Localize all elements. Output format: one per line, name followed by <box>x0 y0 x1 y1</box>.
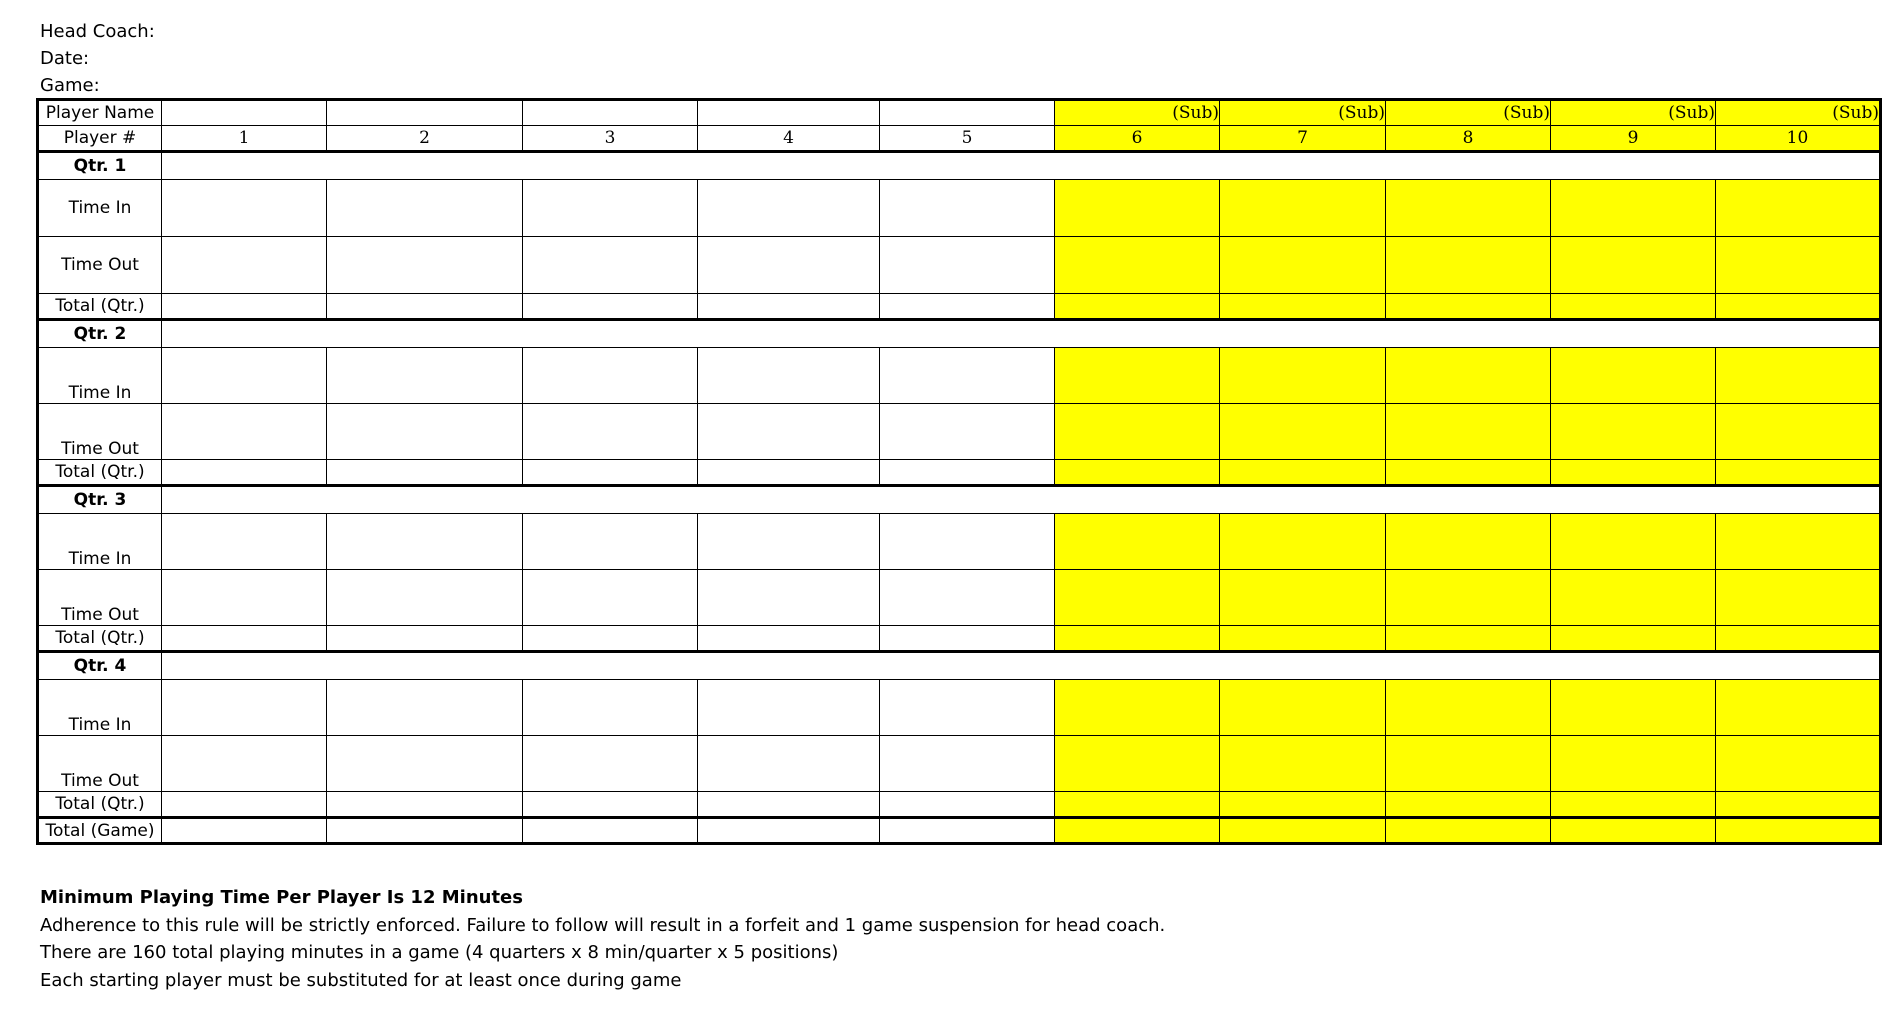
q2-time-in-p10[interactable] <box>1716 348 1881 404</box>
game-total-p6[interactable] <box>1055 818 1220 844</box>
time-out-label: Time Out <box>38 404 162 460</box>
time-in-label: Time In <box>38 348 162 404</box>
q2-total-p7[interactable] <box>1220 460 1386 486</box>
player-number-10: 10 <box>1716 126 1881 152</box>
q2-total-p4[interactable] <box>698 460 880 486</box>
q1-time-in-p8[interactable] <box>1386 180 1551 237</box>
playing-time-table <box>36 98 1882 845</box>
game-total-p7[interactable] <box>1220 818 1386 844</box>
rule-title: Minimum Playing Time Per Player Is 12 Minutes <box>40 887 523 908</box>
quarter-2-total-row <box>38 460 1881 486</box>
time-in-label: Time In <box>38 680 162 736</box>
time-out-label: Time Out <box>38 570 162 626</box>
quarter-1-total-row <box>38 294 1881 320</box>
time-out-label: Time Out <box>38 736 162 792</box>
quarter-1-spacer <box>162 152 1881 180</box>
q3-time-out-p1[interactable] <box>162 570 327 626</box>
quarter-2-time-in-row <box>38 348 1881 404</box>
q2-time-in-p9[interactable] <box>1551 348 1716 404</box>
q4-time-out-p10[interactable] <box>1716 736 1881 792</box>
player-name-row <box>38 100 1881 126</box>
q4-total-p6[interactable] <box>1055 792 1220 818</box>
q1-total-p5[interactable] <box>880 294 1055 320</box>
q4-time-in-p10[interactable] <box>1716 680 1881 736</box>
q4-total-p2[interactable] <box>327 792 523 818</box>
quarter-3-spacer <box>162 486 1881 514</box>
q4-time-out-p5[interactable] <box>880 736 1055 792</box>
q2-total-p10[interactable] <box>1716 460 1881 486</box>
q3-time-in-p8[interactable] <box>1386 514 1551 570</box>
q4-total-p10[interactable] <box>1716 792 1881 818</box>
player-name-sub-7[interactable]: (Sub) <box>1220 100 1386 126</box>
q3-time-out-p9[interactable] <box>1551 570 1716 626</box>
q2-time-out-p7[interactable] <box>1220 404 1386 460</box>
q4-time-in-p3[interactable] <box>523 680 698 736</box>
q3-total-p9[interactable] <box>1551 626 1716 652</box>
player-number-3: 3 <box>523 126 698 152</box>
rule-line-3: Each starting player must be substituted for at least once during game <box>40 969 682 991</box>
q3-total-p5[interactable] <box>880 626 1055 652</box>
q1-total-p10[interactable] <box>1716 294 1881 320</box>
quarter-4-spacer <box>162 652 1881 680</box>
quarter-4-time-in-row <box>38 680 1881 736</box>
quarter-4-total-row <box>38 792 1881 818</box>
quarter-3-label: Qtr. 3 <box>38 486 162 514</box>
player-number-6: 6 <box>1055 126 1220 152</box>
q4-time-out-p1[interactable] <box>162 736 327 792</box>
q2-time-in-p7[interactable] <box>1220 348 1386 404</box>
q3-time-in-p9[interactable] <box>1551 514 1716 570</box>
game-total-p1[interactable] <box>162 818 327 844</box>
player-name-2[interactable] <box>327 100 523 126</box>
q1-time-out-p9[interactable] <box>1551 237 1716 294</box>
q1-time-in-p4[interactable] <box>698 180 880 237</box>
q3-total-p8[interactable] <box>1386 626 1551 652</box>
quarter-4-header-row <box>38 652 1881 680</box>
quarter-2-header-row <box>38 320 1881 348</box>
total-qtr-label: Total (Qtr.) <box>38 792 162 818</box>
rule-line-1: Adherence to this rule will be strictly enforced. Failure to follow will result in a forfeit and 1 game suspension for head coach. <box>40 914 1166 936</box>
q1-time-in-p1[interactable] <box>162 180 327 237</box>
player-number-9: 9 <box>1551 126 1716 152</box>
player-number-5: 5 <box>880 126 1055 152</box>
q4-total-p8[interactable] <box>1386 792 1551 818</box>
q1-total-p1[interactable] <box>162 294 327 320</box>
q1-time-out-p2[interactable] <box>327 237 523 294</box>
q3-time-in-p6[interactable] <box>1055 514 1220 570</box>
q2-time-in-p5[interactable] <box>880 348 1055 404</box>
player-name-sub-6[interactable]: (Sub) <box>1055 100 1220 126</box>
q3-time-in-p4[interactable] <box>698 514 880 570</box>
q2-time-out-p6[interactable] <box>1055 404 1220 460</box>
game-total-p9[interactable] <box>1551 818 1716 844</box>
q2-time-out-p5[interactable] <box>880 404 1055 460</box>
q3-total-p10[interactable] <box>1716 626 1881 652</box>
player-number-4: 4 <box>698 126 880 152</box>
quarter-3-time-out-row <box>38 570 1881 626</box>
time-out-label: Time Out <box>38 237 162 294</box>
q3-total-p1[interactable] <box>162 626 327 652</box>
quarter-2-time-out-row <box>38 404 1881 460</box>
q3-time-in-p3[interactable] <box>523 514 698 570</box>
rule-line-2: There are 160 total playing minutes in a game (4 quarters x 8 min/quarter x 5 positions) <box>40 942 839 963</box>
q3-time-out-p2[interactable] <box>327 570 523 626</box>
player-number-8: 8 <box>1386 126 1551 152</box>
q3-time-out-p5[interactable] <box>880 570 1055 626</box>
q1-time-out-p3[interactable] <box>523 237 698 294</box>
q3-total-p4[interactable] <box>698 626 880 652</box>
q4-time-in-p7[interactable] <box>1220 680 1386 736</box>
total-game-label: Total (Game) <box>38 818 162 844</box>
quarter-4-label: Qtr. 4 <box>38 652 162 680</box>
q2-total-p2[interactable] <box>327 460 523 486</box>
rules-notes <box>40 884 1165 994</box>
player-number-row <box>38 126 1881 152</box>
q3-total-p3[interactable] <box>523 626 698 652</box>
q4-time-in-p4[interactable] <box>698 680 880 736</box>
player-number-1: 1 <box>162 126 327 152</box>
q4-time-out-p7[interactable] <box>1220 736 1386 792</box>
q2-time-in-p2[interactable] <box>327 348 523 404</box>
game-total-p5[interactable] <box>880 818 1055 844</box>
q4-total-p1[interactable] <box>162 792 327 818</box>
q2-time-out-p8[interactable] <box>1386 404 1551 460</box>
game-total-p3[interactable] <box>523 818 698 844</box>
player-name-sub-8[interactable]: (Sub) <box>1386 100 1551 126</box>
q4-total-p5[interactable] <box>880 792 1055 818</box>
q3-time-in-p7[interactable] <box>1220 514 1386 570</box>
q4-time-out-p4[interactable] <box>698 736 880 792</box>
q4-time-out-p9[interactable] <box>1551 736 1716 792</box>
player-name-4[interactable] <box>698 100 880 126</box>
q1-time-out-p4[interactable] <box>698 237 880 294</box>
q3-total-p7[interactable] <box>1220 626 1386 652</box>
q2-total-p8[interactable] <box>1386 460 1551 486</box>
header-block <box>40 18 155 99</box>
q1-total-p8[interactable] <box>1386 294 1551 320</box>
game-total-p4[interactable] <box>698 818 880 844</box>
quarter-4-time-out-row <box>38 736 1881 792</box>
quarter-2-spacer <box>162 320 1881 348</box>
q3-total-p2[interactable] <box>327 626 523 652</box>
q4-time-in-p2[interactable] <box>327 680 523 736</box>
time-in-label: Time In <box>38 514 162 570</box>
q2-total-p6[interactable] <box>1055 460 1220 486</box>
total-qtr-label: Total (Qtr.) <box>38 460 162 486</box>
q2-time-in-p8[interactable] <box>1386 348 1551 404</box>
player-number-label: Player # <box>38 126 162 152</box>
game-label: Game: <box>40 75 100 96</box>
q3-time-out-p3[interactable] <box>523 570 698 626</box>
q1-total-p6[interactable] <box>1055 294 1220 320</box>
q1-time-out-p10[interactable] <box>1716 237 1881 294</box>
q4-time-in-p9[interactable] <box>1551 680 1716 736</box>
q1-total-p2[interactable] <box>327 294 523 320</box>
q1-total-p4[interactable] <box>698 294 880 320</box>
q3-time-out-p4[interactable] <box>698 570 880 626</box>
player-name-sub-10[interactable]: (Sub) <box>1716 100 1881 126</box>
quarter-1-time-out-row <box>38 237 1881 294</box>
q2-time-out-p1[interactable] <box>162 404 327 460</box>
q1-total-p7[interactable] <box>1220 294 1386 320</box>
q2-time-out-p3[interactable] <box>523 404 698 460</box>
q3-total-p6[interactable] <box>1055 626 1220 652</box>
q1-total-p9[interactable] <box>1551 294 1716 320</box>
game-total-p10[interactable] <box>1716 818 1881 844</box>
q1-time-out-p8[interactable] <box>1386 237 1551 294</box>
q4-time-out-p2[interactable] <box>327 736 523 792</box>
player-name-3[interactable] <box>523 100 698 126</box>
q2-total-p3[interactable] <box>523 460 698 486</box>
q2-total-p5[interactable] <box>880 460 1055 486</box>
q4-time-out-p6[interactable] <box>1055 736 1220 792</box>
q4-time-in-p8[interactable] <box>1386 680 1551 736</box>
date-label: Date: <box>40 48 90 69</box>
q3-time-in-p10[interactable] <box>1716 514 1881 570</box>
quarter-1-label: Qtr. 1 <box>38 152 162 180</box>
player-name-1[interactable] <box>162 100 327 126</box>
q1-time-in-p7[interactable] <box>1220 180 1386 237</box>
head-coach-label: Head Coach: <box>40 21 155 42</box>
quarter-1-time-in-row <box>38 180 1881 237</box>
time-in-label: Time In <box>38 180 162 237</box>
quarter-3-time-in-row <box>38 514 1881 570</box>
q2-total-p9[interactable] <box>1551 460 1716 486</box>
q1-time-in-p10[interactable] <box>1716 180 1881 237</box>
q2-time-out-p10[interactable] <box>1716 404 1881 460</box>
q3-time-in-p1[interactable] <box>162 514 327 570</box>
game-total-p2[interactable] <box>327 818 523 844</box>
q2-time-in-p4[interactable] <box>698 348 880 404</box>
total-game-row <box>38 818 1881 844</box>
q1-time-in-p6[interactable] <box>1055 180 1220 237</box>
game-total-p8[interactable] <box>1386 818 1551 844</box>
total-qtr-label: Total (Qtr.) <box>38 294 162 320</box>
q1-time-out-p6[interactable] <box>1055 237 1220 294</box>
player-name-sub-9[interactable]: (Sub) <box>1551 100 1716 126</box>
q1-time-in-p5[interactable] <box>880 180 1055 237</box>
q1-time-in-p2[interactable] <box>327 180 523 237</box>
quarter-1-header-row <box>38 152 1881 180</box>
player-number-7: 7 <box>1220 126 1386 152</box>
q2-total-p1[interactable] <box>162 460 327 486</box>
q4-total-p7[interactable] <box>1220 792 1386 818</box>
q3-time-out-p8[interactable] <box>1386 570 1551 626</box>
q1-time-in-p3[interactable] <box>523 180 698 237</box>
q4-time-out-p8[interactable] <box>1386 736 1551 792</box>
q4-time-in-p6[interactable] <box>1055 680 1220 736</box>
quarter-3-header-row <box>38 486 1881 514</box>
q4-time-in-p5[interactable] <box>880 680 1055 736</box>
quarter-2-label: Qtr. 2 <box>38 320 162 348</box>
q3-time-out-p10[interactable] <box>1716 570 1881 626</box>
q4-total-p9[interactable] <box>1551 792 1716 818</box>
q2-time-out-p2[interactable] <box>327 404 523 460</box>
q1-time-out-p7[interactable] <box>1220 237 1386 294</box>
q1-time-in-p9[interactable] <box>1551 180 1716 237</box>
q2-time-out-p4[interactable] <box>698 404 880 460</box>
q3-time-in-p5[interactable] <box>880 514 1055 570</box>
q3-time-out-p6[interactable] <box>1055 570 1220 626</box>
q3-time-in-p2[interactable] <box>327 514 523 570</box>
q1-time-out-p5[interactable] <box>880 237 1055 294</box>
q2-time-in-p6[interactable] <box>1055 348 1220 404</box>
player-number-2: 2 <box>327 126 523 152</box>
q4-total-p3[interactable] <box>523 792 698 818</box>
q2-time-in-p1[interactable] <box>162 348 327 404</box>
total-qtr-label: Total (Qtr.) <box>38 626 162 652</box>
q1-total-p3[interactable] <box>523 294 698 320</box>
q3-time-out-p7[interactable] <box>1220 570 1386 626</box>
q1-time-out-p1[interactable] <box>162 237 327 294</box>
q4-time-out-p3[interactable] <box>523 736 698 792</box>
q2-time-in-p3[interactable] <box>523 348 698 404</box>
player-name-label: Player Name <box>38 100 162 126</box>
quarter-3-total-row <box>38 626 1881 652</box>
q2-time-out-p9[interactable] <box>1551 404 1716 460</box>
player-name-5[interactable] <box>880 100 1055 126</box>
q4-total-p4[interactable] <box>698 792 880 818</box>
q4-time-in-p1[interactable] <box>162 680 327 736</box>
